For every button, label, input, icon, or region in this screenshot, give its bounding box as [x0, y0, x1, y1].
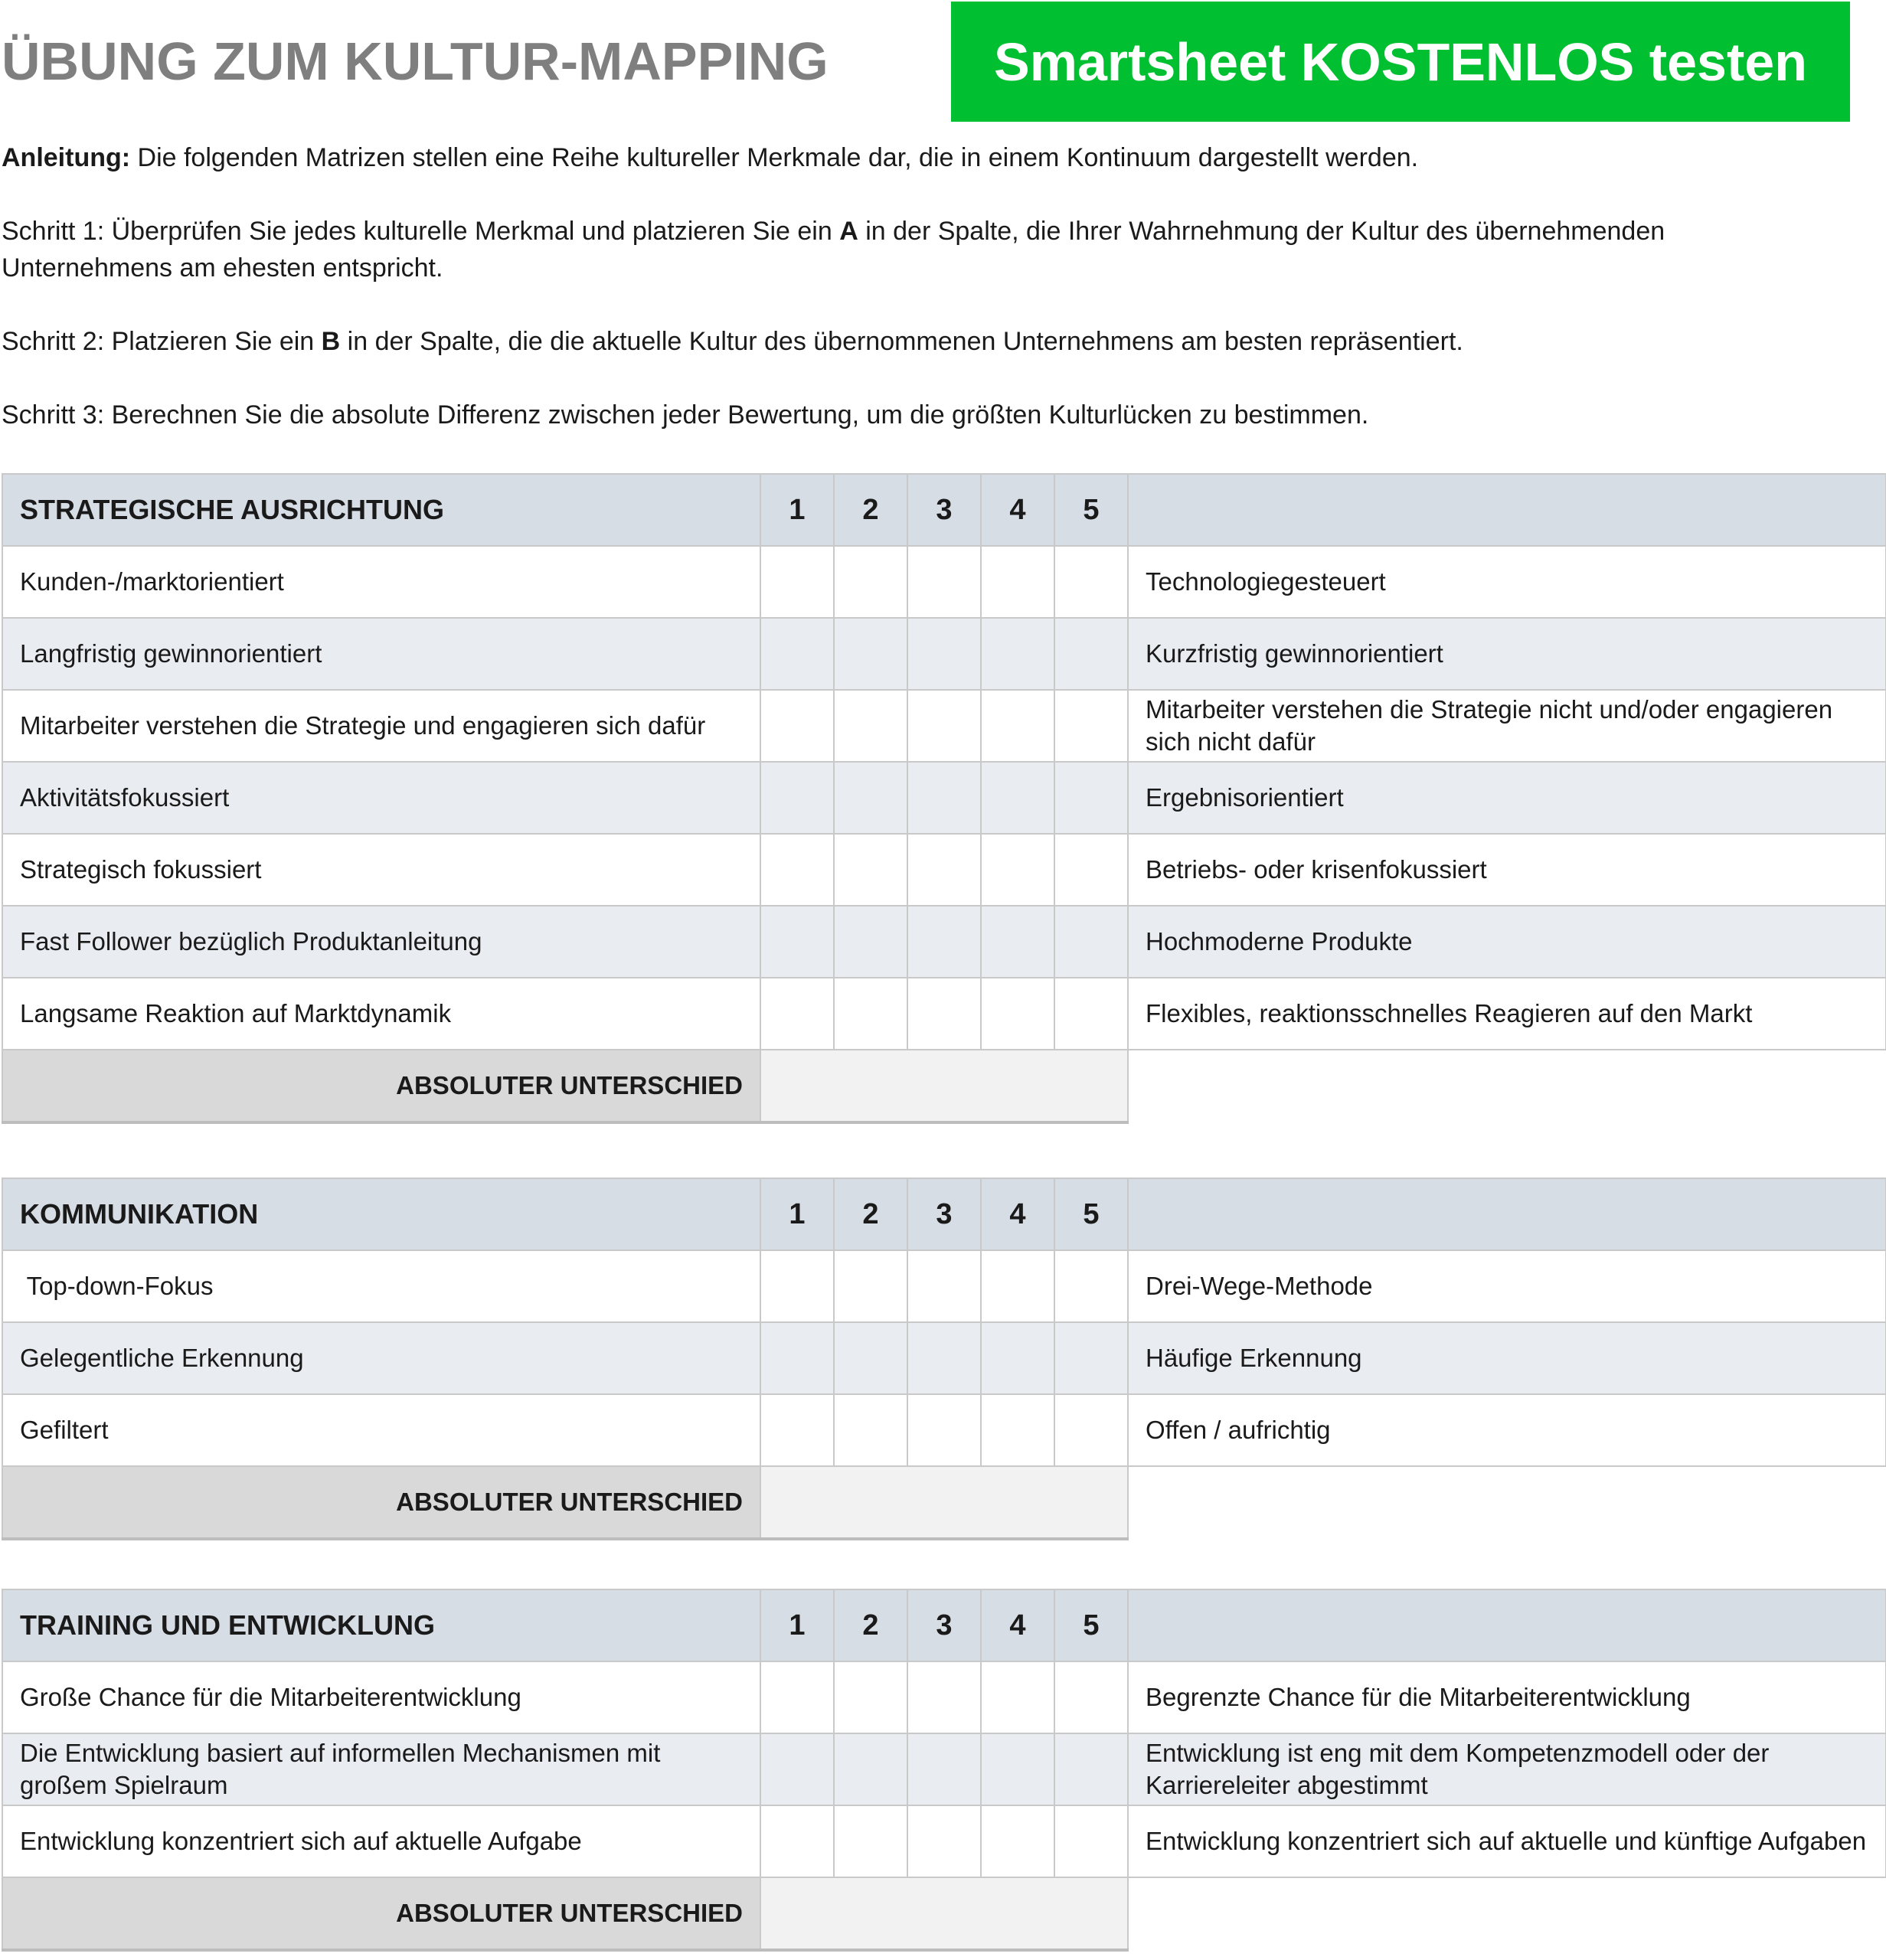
scale-5: 5: [1054, 474, 1128, 546]
header-right-blank: [1128, 474, 1886, 546]
score-cell-2[interactable]: [834, 1805, 907, 1877]
trait-left: Langfristig gewinnorientiert: [2, 618, 760, 690]
table-row: [2, 1322, 1886, 1394]
score-cell-1[interactable]: [760, 762, 834, 834]
score-cell-5[interactable]: [1054, 1394, 1128, 1466]
scale-3: 3: [907, 474, 981, 546]
trait-left: Langsame Reaktion auf Marktdynamik: [2, 978, 760, 1050]
section-title: KOMMUNIKATION: [2, 1178, 760, 1250]
total-row-blank: [1128, 1050, 1886, 1122]
score-cell-4[interactable]: [981, 1250, 1054, 1322]
step-1-marker: A: [839, 217, 858, 246]
score-cell-5[interactable]: [1054, 1805, 1128, 1877]
step-1-text: Schritt 1: Überprüfen Sie jedes kulturelle Merkmal und platzieren Sie ein: [2, 217, 840, 246]
score-cell-5[interactable]: [1054, 906, 1128, 978]
score-cell-5[interactable]: [1054, 1733, 1128, 1805]
page-title: ÜBUNG ZUM KULTUR-MAPPING: [2, 31, 829, 91]
scale-5: 5: [1054, 1589, 1128, 1661]
score-cell-4[interactable]: [981, 690, 1054, 762]
scale-1: 1: [760, 474, 834, 546]
matrix-header-row: [2, 474, 1886, 546]
score-cell-1[interactable]: [760, 1322, 834, 1394]
absolute-difference-label: ABSOLUTER UNTERSCHIED: [2, 1466, 760, 1539]
instructions-text: Die folgenden Matrizen stellen eine Reihe kultureller Merkmale dar, die in einem Kontinuum dargestellt werden.: [130, 143, 1419, 172]
score-cell-2[interactable]: [834, 690, 907, 762]
score-cell-2[interactable]: [834, 762, 907, 834]
score-cell-4[interactable]: [981, 1733, 1054, 1805]
score-cell-3[interactable]: [907, 1394, 981, 1466]
table-row: [2, 978, 1886, 1050]
score-cell-1[interactable]: [760, 1733, 834, 1805]
score-cell-1[interactable]: [760, 1250, 834, 1322]
total-row: [2, 1877, 1886, 1950]
section-title: TRAINING UND ENTWICKLUNG: [2, 1589, 760, 1661]
total-row: [2, 1466, 1886, 1539]
score-cell-2[interactable]: [834, 834, 907, 906]
instructions-step-1: [2, 213, 1839, 286]
score-cell-1[interactable]: [760, 546, 834, 618]
score-cell-2[interactable]: [834, 906, 907, 978]
trait-left: Kunden-/marktorientiert: [2, 546, 760, 618]
score-cell-3[interactable]: [907, 618, 981, 690]
score-cell-5[interactable]: [1054, 1322, 1128, 1394]
trait-left: Top-down-Fokus: [2, 1250, 760, 1322]
matrix-header-row: [2, 1178, 1886, 1250]
trait-left: Entwicklung konzentriert sich auf aktuelle Aufgabe: [2, 1805, 760, 1877]
score-cell-4[interactable]: [981, 834, 1054, 906]
table-row: [2, 618, 1886, 690]
absolute-difference-value[interactable]: [760, 1877, 1128, 1950]
score-cell-5[interactable]: [1054, 1661, 1128, 1733]
score-cell-1[interactable]: [760, 1394, 834, 1466]
instructions-step-3: Schritt 3: Berechnen Sie die absolute Differenz zwischen jeder Bewertung, um die größten Kulturlücken zu bestimmen.: [2, 400, 1369, 430]
score-cell-1[interactable]: [760, 1805, 834, 1877]
scale-1: 1: [760, 1589, 834, 1661]
table-row: [2, 1805, 1886, 1877]
scale-4: 4: [981, 1589, 1054, 1661]
score-cell-1[interactable]: [760, 690, 834, 762]
instructions-intro: [2, 139, 1839, 176]
trait-left: Die Entwicklung basiert auf informellen Mechanismen mit großem Spielraum: [2, 1733, 760, 1805]
table-row: [2, 906, 1886, 978]
trait-right: Begrenzte Chance für die Mitarbeiterentwicklung: [1128, 1661, 1886, 1733]
score-cell-3[interactable]: [907, 906, 981, 978]
scale-2: 2: [834, 1178, 907, 1250]
table-row: [2, 690, 1886, 762]
scale-4: 4: [981, 474, 1054, 546]
score-cell-5[interactable]: [1054, 546, 1128, 618]
score-cell-3[interactable]: [907, 1733, 981, 1805]
matrix-training-development: [2, 1589, 1886, 1952]
step-2-marker: B: [321, 327, 341, 356]
table-row: [2, 762, 1886, 834]
score-cell-4[interactable]: [981, 546, 1054, 618]
step-2-text-end: in der Spalte, die die aktuelle Kultur des übernommenen Unternehmens am besten repräsentiert.: [340, 327, 1463, 356]
absolute-difference-label: ABSOLUTER UNTERSCHIED: [2, 1877, 760, 1950]
score-cell-2[interactable]: [834, 1250, 907, 1322]
score-cell-2[interactable]: [834, 1394, 907, 1466]
absolute-difference-value[interactable]: [760, 1466, 1128, 1539]
scale-3: 3: [907, 1589, 981, 1661]
table-row: [2, 1661, 1886, 1733]
table-row: [2, 1250, 1886, 1322]
trait-right: Technologiegesteuert: [1128, 546, 1886, 618]
score-cell-3[interactable]: [907, 978, 981, 1050]
trait-right: Entwicklung ist eng mit dem Kompetenzmodell oder der Karriereleiter abgestimmt: [1128, 1733, 1886, 1805]
score-cell-4[interactable]: [981, 1394, 1054, 1466]
trait-left: Strategisch fokussiert: [2, 834, 760, 906]
scale-2: 2: [834, 1589, 907, 1661]
trait-right: Häufige Erkennung: [1128, 1322, 1886, 1394]
score-cell-1[interactable]: [760, 1661, 834, 1733]
table-row: [2, 546, 1886, 618]
trait-right: Ergebnisorientiert: [1128, 762, 1886, 834]
header-right-blank: [1128, 1178, 1886, 1250]
score-cell-5[interactable]: [1054, 1250, 1128, 1322]
scale-1: 1: [760, 1178, 834, 1250]
score-cell-3[interactable]: [907, 1805, 981, 1877]
total-row-blank: [1128, 1466, 1886, 1539]
section-title: STRATEGISCHE AUSRICHTUNG: [2, 474, 760, 546]
score-cell-4[interactable]: [981, 1805, 1054, 1877]
score-cell-1[interactable]: [760, 906, 834, 978]
trait-right: Drei-Wege-Methode: [1128, 1250, 1886, 1322]
matrix-header-row: [2, 1589, 1886, 1661]
total-row: [2, 1050, 1886, 1122]
score-cell-5[interactable]: [1054, 618, 1128, 690]
trait-right: Betriebs- oder krisenfokussiert: [1128, 834, 1886, 906]
scale-3: 3: [907, 1178, 981, 1250]
score-cell-2[interactable]: [834, 978, 907, 1050]
trait-left: Gefiltert: [2, 1394, 760, 1466]
score-cell-4[interactable]: [981, 1322, 1054, 1394]
score-cell-2[interactable]: [834, 618, 907, 690]
trait-left: Aktivitätsfokussiert: [2, 762, 760, 834]
score-cell-4[interactable]: [981, 618, 1054, 690]
score-cell-3[interactable]: [907, 1250, 981, 1322]
absolute-difference-value[interactable]: [760, 1050, 1128, 1122]
trait-left: Gelegentliche Erkennung: [2, 1322, 760, 1394]
score-cell-5[interactable]: [1054, 690, 1128, 762]
step-1-text-end: in der Spalte, die Ihrer Wahrnehmung der Kultur des übernehmenden Unternehmens am ehesten entspricht.: [2, 217, 1665, 283]
table-row: [2, 1733, 1886, 1805]
trait-right: Kurzfristig gewinnorientiert: [1128, 618, 1886, 690]
table-row: [2, 1394, 1886, 1466]
total-row-blank: [1128, 1877, 1886, 1950]
score-cell-3[interactable]: [907, 1322, 981, 1394]
trait-left: Mitarbeiter verstehen die Strategie und engagieren sich dafür: [2, 690, 760, 762]
score-cell-2[interactable]: [834, 1661, 907, 1733]
trait-left: Große Chance für die Mitarbeiterentwicklung: [2, 1661, 760, 1733]
try-smartsheet-button[interactable]: Smartsheet KOSTENLOS testen: [951, 2, 1850, 122]
trait-right: Entwicklung konzentriert sich auf aktuelle und künftige Aufgaben: [1128, 1805, 1886, 1877]
score-cell-5[interactable]: [1054, 762, 1128, 834]
score-cell-3[interactable]: [907, 690, 981, 762]
score-cell-1[interactable]: [760, 834, 834, 906]
score-cell-3[interactable]: [907, 834, 981, 906]
step-2-text: Schritt 2: Platzieren Sie ein: [2, 327, 322, 356]
scale-5: 5: [1054, 1178, 1128, 1250]
score-cell-5[interactable]: [1054, 978, 1128, 1050]
header-right-blank: [1128, 1589, 1886, 1661]
instructions-label: Anleitung:: [2, 143, 131, 172]
trait-right: Flexibles, reaktionsschnelles Reagieren auf den Markt: [1128, 978, 1886, 1050]
score-cell-1[interactable]: [760, 978, 834, 1050]
score-cell-3[interactable]: [907, 1661, 981, 1733]
trait-right: Mitarbeiter verstehen die Strategie nicht und/oder engagieren sich nicht dafür: [1128, 690, 1886, 762]
score-cell-4[interactable]: [981, 1661, 1054, 1733]
score-cell-4[interactable]: [981, 978, 1054, 1050]
table-row: [2, 834, 1886, 906]
absolute-difference-label: ABSOLUTER UNTERSCHIED: [2, 1050, 760, 1122]
trait-right: Hochmoderne Produkte: [1128, 906, 1886, 978]
score-cell-5[interactable]: [1054, 834, 1128, 906]
trait-right: Offen / aufrichtig: [1128, 1394, 1886, 1466]
trait-left: Fast Follower bezüglich Produktanleitung: [2, 906, 760, 978]
score-cell-1[interactable]: [760, 618, 834, 690]
scale-4: 4: [981, 1178, 1054, 1250]
matrix-strategic-alignment: [2, 473, 1886, 1124]
score-cell-4[interactable]: [981, 762, 1054, 834]
score-cell-4[interactable]: [981, 906, 1054, 978]
instructions-step-2: [2, 323, 1839, 360]
score-cell-2[interactable]: [834, 546, 907, 618]
scale-2: 2: [834, 474, 907, 546]
score-cell-2[interactable]: [834, 1733, 907, 1805]
matrix-communication: [2, 1178, 1886, 1540]
score-cell-2[interactable]: [834, 1322, 907, 1394]
score-cell-3[interactable]: [907, 546, 981, 618]
score-cell-3[interactable]: [907, 762, 981, 834]
